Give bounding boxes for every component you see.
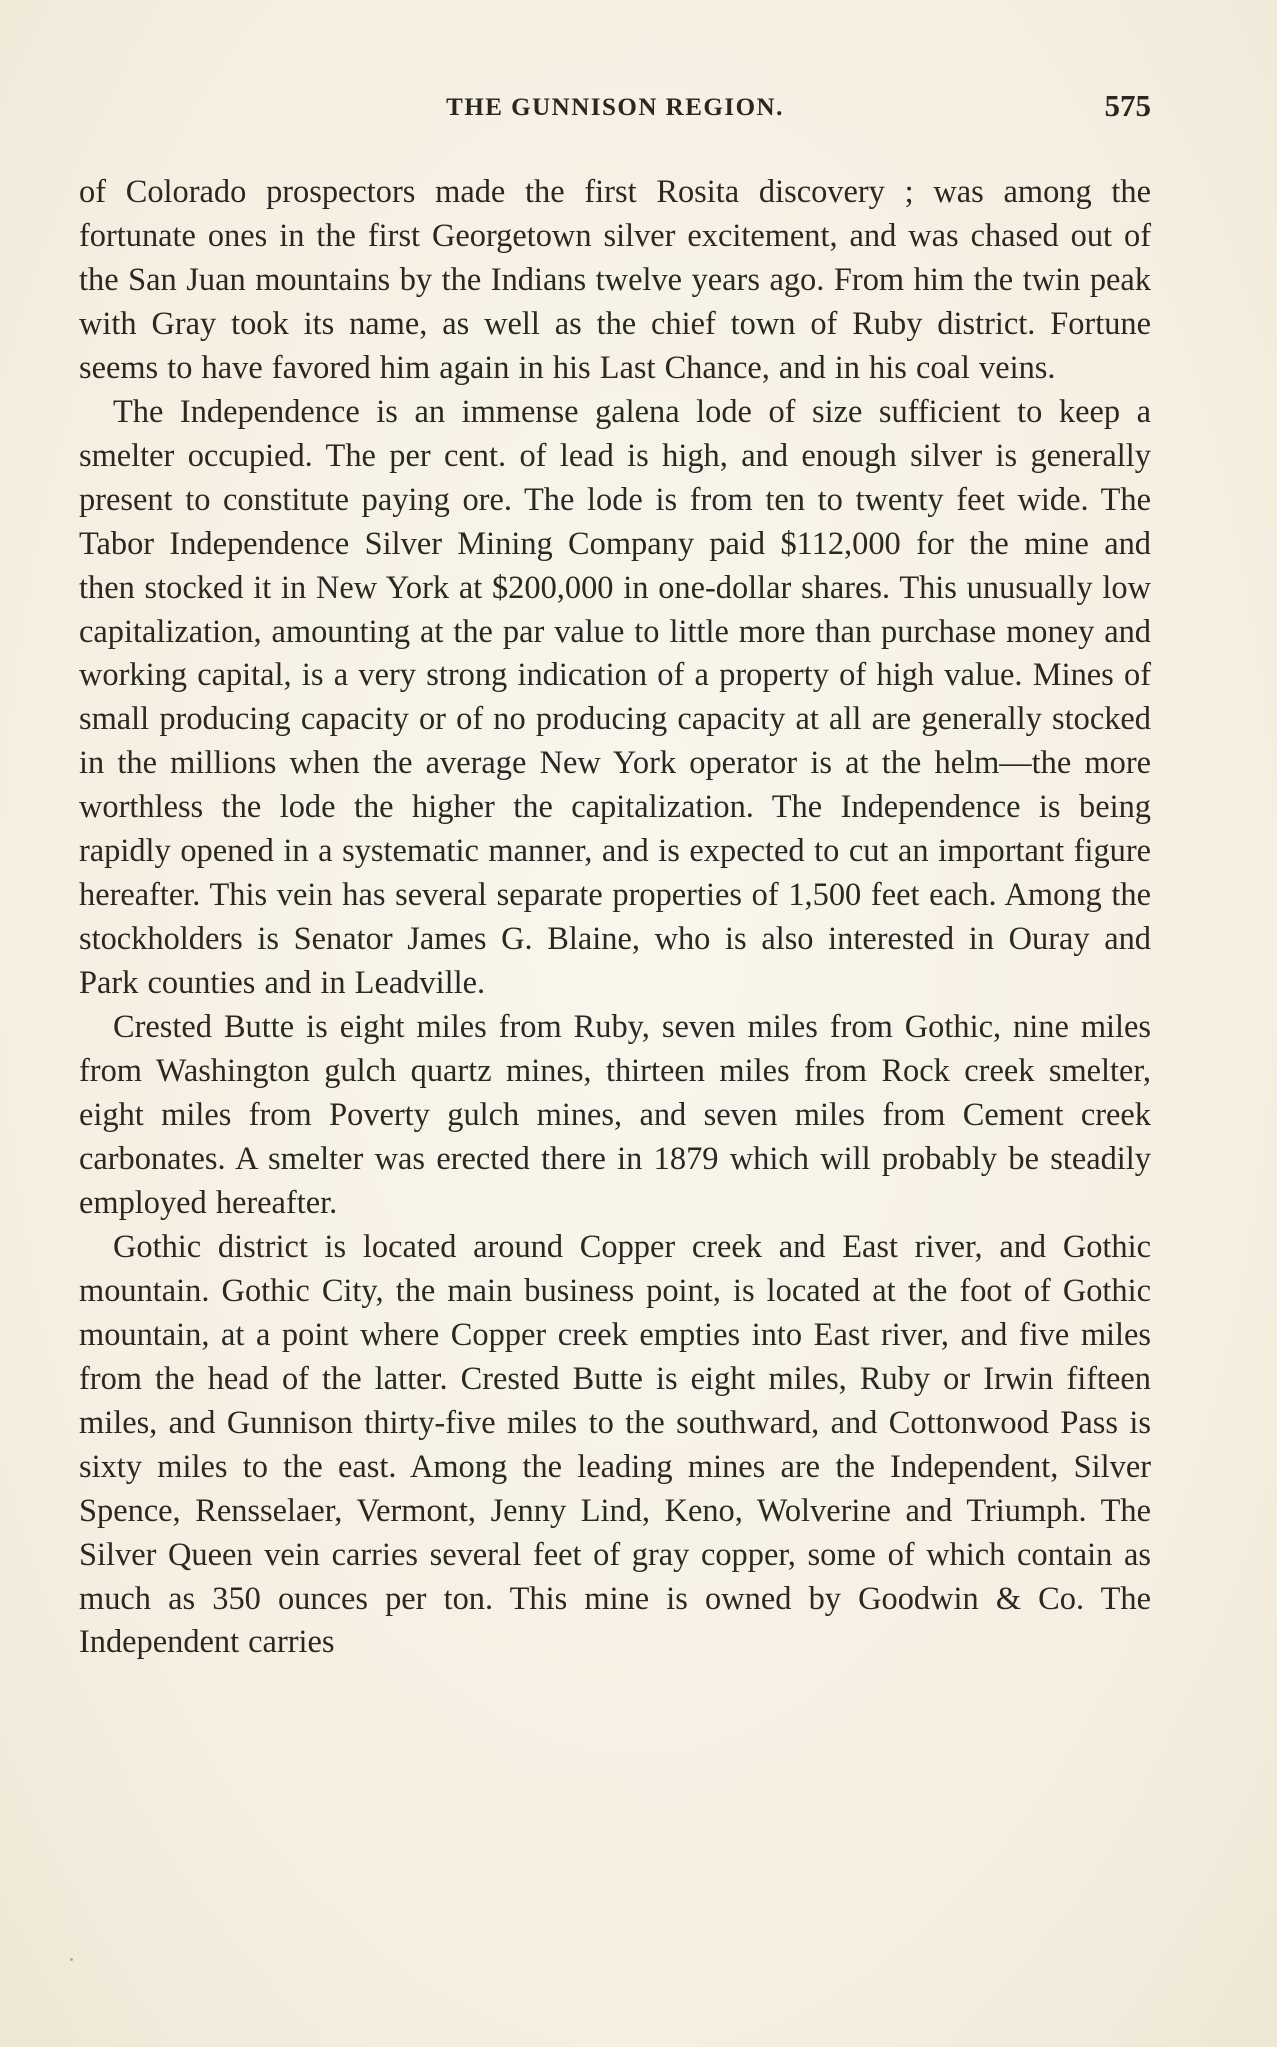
paragraph-gothic-district: Gothic district is located around Copper creek and East river, and Gothic mountain. Gothic City, the main business point, is located at the foot of Gothic mountain, at a point where Copper creek empties into East river, and five miles from the head of the latter. Crested Butte is eight miles, Ruby or Irwin fifteen miles, and Gunnison thirty-five miles to the southward, and Cottonwood Pass is sixty miles to the east. Among the leading mines are the Independent, Silver Spence, Rensselaer, Vermont, Jenny Lind, Keno, Wolverine and Triumph. The Silver Queen vein carries several feet of gray copper, some of which contain as much as 350 ounces per ton. This mine is owned by Goodwin & Co. The Independent carries: [79, 1228, 1151, 1661]
paragraph-continued: of Colorado prospectors made the first Rosita discovery ; was among the fortunate ones in the first Georgetown silver excitement, and was chased out of the San Juan mountains by the Indians twelve years ago. From him the twin peak with Gray took its name, as well as the chief town of Ruby district. Fortune seems to have favored him again in his Last Chance, and in his coal veins.: [79, 174, 1151, 386]
page-number: 575: [1104, 88, 1151, 123]
page-header: [79, 88, 1151, 128]
paper-speck: [70, 1958, 73, 1961]
running-head: THE GUNNISON REGION.: [446, 94, 784, 121]
body-text: [79, 171, 1151, 1665]
paragraph-independence: The Independence is an immense galena lode of size sufficient to keep a smelter occupied. The per cent. of lead is high, and enough silver is generally present to constitute paying ore. The lode is from ten to twenty feet wide. The Tabor Independence Silver Mining Company paid $112,000 for the mine and then stocked it in New York at $200,000 in one-dollar shares. This unusually low capitalization, amounting at the par value to little more than purchase money and working capital, is a very strong indication of a property of high value. Mines of small producing capacity or of no producing capacity at all are generally stocked in the millions when the average New York operator is at the helm—the more worthless the lode the higher the capitalization. The Independence is being rapidly opened in a systematic manner, and is expected to cut an important figure hereafter. This vein has several separate properties of 1,500 feet each. Among the stockholders is Senator James G. Blaine, who is also interested in Ouray and Park counties and in Leadville.: [79, 393, 1151, 1002]
paragraph-crested-butte: Crested Butte is eight miles from Ruby, seven miles from Gothic, nine miles from Washington gulch quartz mines, thirteen miles from Rock creek smelter, eight miles from Poverty gulch mines, and seven miles from Cement creek carbonates. A smelter was erected there in 1879 which will probably be steadily employed hereafter.: [79, 1009, 1151, 1221]
